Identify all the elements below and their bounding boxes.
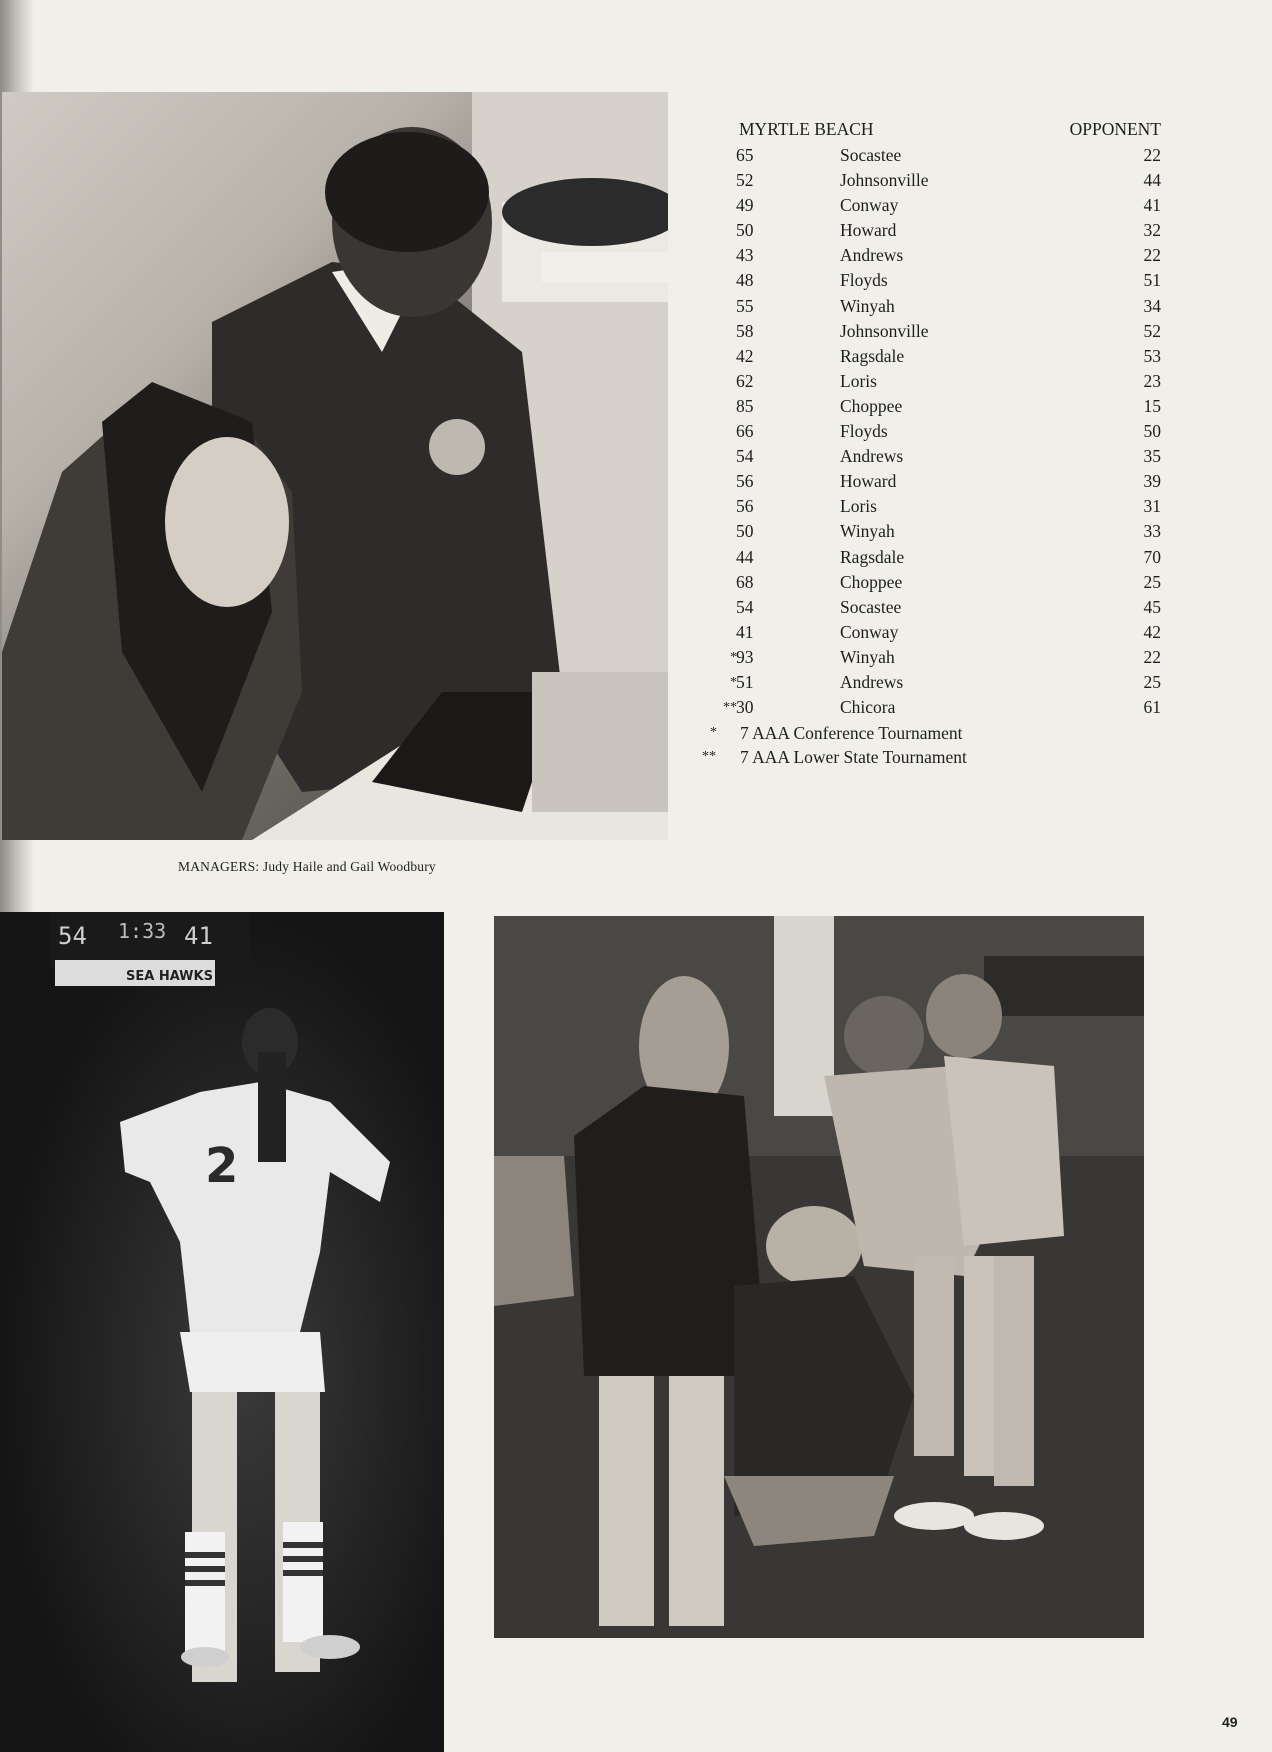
home-score: 52 [736,170,754,191]
footnotes [700,723,1165,771]
tournament-mark: * [730,674,737,690]
footnote-mark: * [710,725,717,741]
opponent-score: 70 [1143,546,1161,567]
footnote-text: 7 AAA Conference Tournament [740,723,963,744]
game-row [700,622,1165,647]
opponent-score: 39 [1143,471,1161,492]
home-score: 58 [736,320,754,341]
footnote [700,747,1165,771]
opponent-name: Howard [840,471,897,492]
page-number: 49 [1222,1714,1238,1730]
opponent-score: 45 [1143,596,1161,617]
opponent-name: Andrews [840,446,904,467]
schedule-header [700,119,1165,145]
photo-caption: MANAGERS: Judy Haile and Gail Woodbury [178,859,436,874]
opponent-score: 61 [1143,697,1161,718]
game-row [700,446,1165,471]
opponent-score: 23 [1143,370,1161,391]
home-score: 62 [736,370,754,391]
game-row [700,672,1165,697]
home-score: 68 [736,571,754,592]
opponent-name: Howard [840,220,897,241]
home-score: 54 [736,596,754,617]
player-photo [0,912,444,1752]
game-row [700,296,1165,321]
game-row [700,521,1165,546]
opponent-header: OPPONENT [1069,119,1161,139]
scoreboard-banner: SEA HAWKS [126,969,213,984]
footnote-mark: ** [702,749,716,765]
game-row [700,220,1165,245]
home-score: 56 [736,496,754,517]
opponent-name: Conway [840,195,899,216]
home-score: 30 [736,697,754,718]
home-score: 56 [736,471,754,492]
opponent-name: Winyah [840,295,895,316]
tournament-mark: * [730,649,737,665]
home-score: 41 [736,621,754,642]
home-score: 55 [736,295,754,316]
schedule-table [700,119,1165,771]
home-score: 65 [736,145,754,165]
opponent-name: Choppee [840,395,903,416]
game-row [700,195,1165,220]
opponent-name: Andrews [840,245,904,266]
opponent-score: 25 [1143,671,1161,692]
managers-photo [2,92,668,840]
game-row [700,245,1165,270]
opponent-score: 22 [1143,646,1161,667]
opponent-score: 34 [1143,295,1161,316]
opponent-score: 25 [1143,571,1161,592]
home-score: 54 [736,446,754,467]
opponent-name: Loris [840,370,877,391]
opponent-name: Loris [840,496,877,517]
opponent-score: 15 [1143,395,1161,416]
game-row [700,270,1165,295]
tournament-mark: ** [723,700,737,716]
opponent-score: 32 [1143,220,1161,241]
opponent-score: 33 [1143,521,1161,542]
game-row [700,396,1165,421]
huddle-photo [494,916,1144,1638]
opponent-score: 52 [1143,320,1161,341]
opponent-name: Floyds [840,270,888,291]
game-row [700,145,1165,170]
game-row [700,371,1165,396]
game-row [700,471,1165,496]
game-row [700,170,1165,195]
home-team-header: MYRTLE BEACH [739,119,874,139]
footnote-text: 7 AAA Lower State Tournament [740,747,967,768]
opponent-name: Winyah [840,521,895,542]
jersey-number: 2 [205,1138,239,1194]
game-row [700,572,1165,597]
home-score: 43 [736,245,754,266]
opponent-name: Chicora [840,697,896,718]
opponent-score: 31 [1143,496,1161,517]
home-score: 44 [736,546,754,567]
home-score: 50 [736,220,754,241]
game-row [700,547,1165,572]
opponent-score: 44 [1143,170,1161,191]
opponent-name: Choppee [840,571,903,592]
game-row [700,597,1165,622]
opponent-score: 22 [1143,145,1161,165]
scoreboard-clock: 1:33 [118,919,167,943]
opponent-name: Andrews [840,671,904,692]
opponent-score: 51 [1143,270,1161,291]
opponent-score: 50 [1143,421,1161,442]
game-row [700,346,1165,371]
opponent-score: 22 [1143,245,1161,266]
opponent-score: 53 [1143,345,1161,366]
game-row [700,421,1165,446]
opponent-name: Socastee [840,145,902,165]
footnote [700,723,1165,747]
scoreboard-home: 54 [58,922,87,950]
opponent-name: Ragsdale [840,345,905,366]
opponent-name: Floyds [840,421,888,442]
game-row [700,496,1165,521]
home-score: 93 [736,646,754,667]
opponent-name: Johnsonville [840,320,929,341]
opponent-score: 41 [1143,195,1161,216]
opponent-name: Ragsdale [840,546,905,567]
game-row [700,321,1165,346]
home-score: 85 [736,395,754,416]
opponent-name: Socastee [840,596,902,617]
home-score: 49 [736,195,754,216]
home-score: 42 [736,345,754,366]
opponent-score: 35 [1143,446,1161,467]
opponent-name: Johnsonville [840,170,929,191]
home-score: 51 [736,671,754,692]
home-score: 50 [736,521,754,542]
game-rows [700,145,1165,722]
home-score: 66 [736,421,754,442]
game-row [700,697,1165,722]
home-score: 48 [736,270,754,291]
game-row [700,647,1165,672]
scoreboard-visitor: 41 [184,922,213,950]
opponent-name: Conway [840,621,899,642]
opponent-name: Winyah [840,646,895,667]
opponent-score: 42 [1143,621,1161,642]
